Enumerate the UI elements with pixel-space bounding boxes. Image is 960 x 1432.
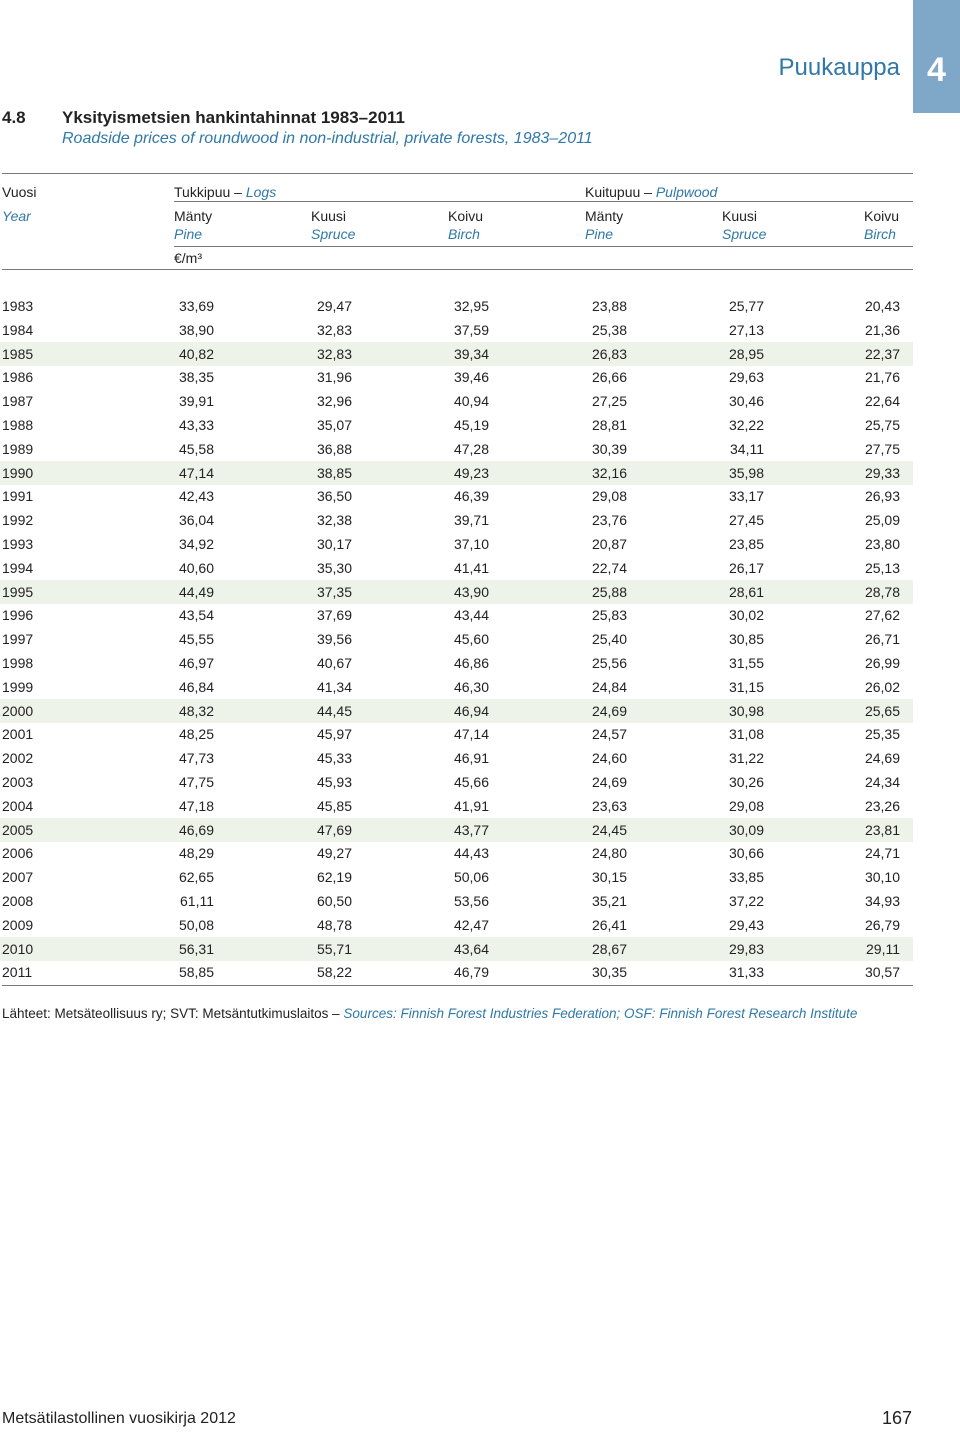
cell-value: 42,47	[453, 916, 489, 933]
cell-value: 30,57	[864, 964, 900, 981]
cell-value: 22,37	[864, 345, 900, 362]
cell-year: 1993	[2, 536, 34, 552]
table-row	[0, 318, 913, 342]
cell-value: 24,69	[591, 702, 627, 719]
cell-value: 47,73	[178, 750, 214, 767]
cell-year: 2008	[2, 893, 34, 909]
table-row	[0, 484, 913, 508]
cell-year: 1983	[2, 298, 34, 314]
cell-value: 31,96	[316, 369, 352, 386]
cell-value: 43,64	[453, 940, 489, 957]
cell-value: 26,79	[864, 916, 900, 933]
cell-year: 1998	[2, 655, 34, 671]
cell-value: 23,76	[591, 512, 627, 529]
cell-value: 31,55	[728, 655, 764, 671]
chapter-number-box	[913, 0, 960, 113]
cell-value: 39,56	[316, 631, 352, 648]
cell-value: 29,08	[728, 797, 764, 814]
cell-value: 61,11	[180, 893, 214, 909]
cell-value: 34,93	[864, 893, 900, 909]
cell-year: 2011	[2, 964, 33, 981]
header-pulp-birch-en: Birch	[864, 226, 896, 242]
table-row	[0, 556, 913, 580]
cell-value: 35,07	[316, 417, 352, 433]
cell-value: 26,02	[864, 678, 900, 695]
footer-publication: Metsätilastollinen vuosikirja 2012	[2, 1410, 236, 1427]
cell-value: 31,08	[728, 726, 764, 743]
cell-year: 1992	[2, 512, 34, 529]
cell-value: 48,29	[178, 845, 214, 862]
cell-value: 30,10	[864, 869, 900, 886]
cell-value: 23,26	[864, 797, 900, 814]
cell-year: 2004	[2, 797, 34, 814]
cell-value: 53,56	[453, 893, 489, 909]
cell-value: 24,57	[591, 726, 627, 743]
cell-value: 35,98	[728, 464, 764, 481]
cell-value: 35,21	[591, 893, 627, 909]
table-row	[0, 627, 913, 651]
cell-value: 38,35	[178, 369, 214, 386]
cell-value: 28,78	[864, 583, 900, 600]
cell-value: 46,91	[453, 750, 489, 767]
cell-value: 43,77	[453, 821, 489, 838]
header-pulp-fi: Kuitupuu –	[585, 184, 652, 200]
cell-value: 40,94	[453, 393, 489, 410]
cell-value: 27,45	[728, 512, 764, 529]
cell-value: 32,16	[591, 464, 627, 481]
table-number: 4.8	[2, 108, 26, 127]
cell-value: 44,45	[316, 702, 352, 719]
cell-value: 45,19	[453, 417, 489, 433]
cell-value: 29,11	[866, 940, 900, 957]
cell-value: 45,33	[316, 750, 352, 767]
cell-year: 2002	[2, 750, 34, 767]
table-title-fi: Yksityismetsien hankintahinnat 1983–2011	[62, 108, 406, 127]
cell-value: 60,50	[316, 893, 352, 909]
cell-value: 25,65	[864, 702, 900, 719]
cell-value: 45,58	[178, 440, 214, 457]
header-logs-pine-fi: Mänty	[174, 208, 213, 224]
cell-value: 62,19	[316, 869, 352, 886]
cell-year: 2009	[2, 916, 34, 933]
header-pulp-birch-fi: Koivu	[864, 208, 900, 224]
cell-value: 24,60	[591, 750, 627, 767]
table-row	[0, 603, 913, 627]
cell-year: 2005	[2, 821, 34, 838]
cell-year: 1984	[2, 321, 34, 338]
cell-year: 1990	[2, 464, 34, 481]
cell-value: 30,85	[728, 631, 764, 648]
cell-value: 25,38	[591, 321, 627, 338]
header-year-en: Year	[2, 208, 31, 224]
cell-value: 30,98	[728, 702, 764, 719]
cell-value: 23,80	[864, 536, 900, 552]
cell-value: 43,44	[453, 607, 489, 624]
cell-value: 30,15	[591, 869, 627, 886]
cell-value: 20,43	[864, 298, 900, 314]
cell-value: 37,59	[453, 321, 489, 338]
cell-value: 24,69	[591, 774, 627, 790]
cell-value: 46,39	[453, 488, 489, 505]
cell-value: 32,38	[316, 512, 352, 529]
cell-value: 26,93	[864, 488, 900, 505]
cell-value: 38,90	[178, 321, 214, 338]
cell-value: 27,75	[864, 440, 900, 457]
cell-value: 38,85	[316, 464, 352, 481]
cell-value: 41,91	[453, 797, 489, 814]
cell-value: 32,95	[453, 298, 489, 314]
cell-value: 41,34	[316, 678, 352, 695]
table-row	[0, 770, 913, 794]
table-row	[0, 913, 913, 937]
cell-value: 48,78	[316, 916, 352, 933]
cell-value: 45,66	[453, 774, 489, 790]
cell-value: 23,63	[591, 797, 627, 814]
cell-value: 31,22	[728, 750, 764, 767]
cell-year: 1988	[2, 417, 34, 433]
cell-value: 55,71	[316, 940, 352, 957]
cell-value: 20,87	[591, 536, 627, 552]
cell-year: 2001	[2, 726, 34, 743]
cell-value: 27,62	[864, 607, 900, 624]
cell-value: 40,60	[178, 559, 214, 576]
header-logs-fi: Tukkipuu –	[174, 184, 242, 200]
cell-value: 47,75	[178, 774, 214, 790]
table-row	[0, 722, 913, 746]
header-pulp-en: Pulpwood	[655, 184, 718, 200]
cell-year: 1996	[2, 607, 34, 624]
cell-value: 41,41	[453, 559, 489, 576]
cell-value: 25,35	[864, 726, 900, 743]
cell-value: 33,85	[728, 869, 764, 886]
cell-value: 36,88	[316, 440, 352, 457]
cell-year: 2007	[2, 869, 34, 886]
cell-value: 24,71	[864, 845, 900, 862]
cell-value: 43,33	[178, 417, 214, 433]
chapter-title: Puukauppa	[778, 54, 900, 81]
cell-value: 33,69	[178, 298, 214, 314]
header-logs-birch-en: Birch	[448, 226, 480, 242]
cell-value: 26,66	[591, 369, 627, 386]
cell-value: 43,54	[178, 607, 214, 624]
cell-value: 45,60	[453, 631, 489, 648]
cell-value: 37,35	[316, 583, 352, 600]
cell-value: 28,67	[591, 940, 627, 957]
cell-value: 40,67	[316, 655, 352, 671]
table-row	[0, 675, 913, 699]
cell-value: 46,30	[453, 678, 489, 695]
cell-value: 37,10	[453, 536, 489, 552]
table-row	[0, 699, 913, 723]
cell-year: 1994	[2, 559, 34, 576]
cell-value: 58,22	[316, 964, 352, 981]
cell-value: 32,22	[728, 417, 764, 433]
cell-value: 27,13	[728, 321, 764, 338]
cell-value: 36,04	[178, 512, 214, 529]
cell-value: 26,99	[864, 655, 900, 671]
page-number: 167	[881, 1408, 912, 1428]
table-row	[0, 865, 913, 889]
cell-value: 25,83	[591, 607, 627, 624]
header-pulp-pine-fi: Mänty	[585, 208, 624, 224]
cell-value: 39,34	[453, 345, 489, 362]
cell-year: 2000	[2, 702, 34, 719]
cell-value: 30,35	[591, 964, 627, 981]
cell-value: 36,50	[316, 488, 352, 505]
cell-value: 28,95	[728, 345, 764, 362]
table-row	[0, 960, 913, 984]
cell-value: 45,55	[178, 631, 214, 648]
table-row	[0, 342, 913, 366]
cell-value: 25,13	[864, 559, 900, 576]
header-pulpwood	[585, 183, 717, 201]
cell-year: 1991	[2, 488, 34, 505]
cell-value: 21,76	[864, 369, 900, 386]
cell-value: 24,84	[591, 678, 627, 695]
cell-value: 23,88	[591, 298, 627, 314]
table-row	[0, 580, 913, 604]
cell-value: 29,47	[316, 298, 352, 314]
table-top-rule	[2, 173, 913, 174]
header-logs-spruce-fi: Kuusi	[311, 208, 347, 224]
cell-year: 1989	[2, 440, 34, 457]
cell-value: 28,81	[591, 417, 627, 433]
cell-value: 46,69	[178, 821, 214, 838]
cell-value: 47,18	[178, 797, 214, 814]
table-row	[0, 294, 913, 318]
cell-value: 25,56	[591, 655, 627, 671]
cell-value: 45,93	[316, 774, 352, 790]
cell-value: 56,31	[178, 940, 214, 957]
cell-value: 30,66	[728, 845, 764, 862]
table-bottom-rule	[2, 985, 913, 986]
table-row	[0, 508, 913, 532]
cell-value: 32,83	[316, 345, 352, 362]
cell-year: 1986	[2, 369, 34, 386]
table-row	[0, 841, 913, 865]
cell-value: 25,09	[864, 512, 900, 529]
cell-value: 47,69	[316, 821, 352, 838]
table-row	[0, 818, 913, 842]
cell-year: 1999	[2, 678, 34, 695]
header-logs-pine-en: Pine	[174, 226, 203, 242]
cell-value: 34,11	[730, 440, 764, 457]
cell-value: 50,08	[178, 916, 214, 933]
cell-value: 26,41	[591, 916, 627, 933]
cell-value: 27,25	[591, 393, 627, 410]
table-title-en: Roadside prices of roundwood in non-industrial, private forests, 1983–2011	[62, 130, 593, 147]
cell-value: 24,34	[864, 774, 900, 790]
chapter-number: 4	[927, 51, 946, 89]
header-pulp-spruce-en: Spruce	[722, 226, 767, 242]
header-unit: €/m³	[174, 250, 202, 266]
cell-year: 1985	[2, 345, 34, 362]
cell-value: 46,97	[178, 655, 214, 671]
cell-value: 39,91	[178, 393, 214, 410]
table-row	[0, 532, 913, 556]
table-row	[0, 389, 913, 413]
cell-value: 23,85	[728, 536, 764, 552]
table-row	[0, 437, 913, 461]
header-group-rule	[174, 201, 913, 202]
header-pulp-spruce-fi: Kuusi	[722, 208, 758, 224]
cell-value: 39,46	[453, 369, 489, 386]
cell-value: 49,23	[453, 464, 489, 481]
cell-value: 37,69	[316, 607, 352, 624]
header-unit-rule	[174, 246, 913, 247]
cell-value: 21,36	[864, 321, 900, 338]
cell-value: 25,88	[591, 583, 627, 600]
cell-value: 32,96	[316, 393, 352, 410]
cell-value: 47,14	[453, 726, 489, 743]
cell-value: 43,90	[453, 583, 489, 600]
cell-value: 49,27	[316, 845, 352, 862]
cell-value: 25,77	[728, 298, 764, 314]
cell-value: 30,09	[728, 821, 764, 838]
cell-value: 31,15	[728, 678, 764, 695]
cell-year: 1995	[2, 583, 34, 600]
cell-value: 29,33	[864, 464, 900, 481]
cell-value: 58,85	[178, 964, 214, 981]
cell-value: 29,43	[728, 916, 764, 933]
cell-year: 1987	[2, 393, 34, 410]
cell-value: 40,82	[178, 345, 214, 362]
cell-year: 2010	[2, 940, 34, 957]
table-row	[0, 937, 913, 961]
cell-value: 48,25	[178, 726, 214, 743]
cell-value: 30,26	[728, 774, 764, 790]
cell-year: 2003	[2, 774, 34, 790]
cell-value: 46,84	[178, 678, 214, 695]
cell-value: 26,83	[591, 345, 627, 362]
header-bottom-rule	[2, 269, 913, 270]
header-pulp-pine-en: Pine	[585, 226, 614, 242]
cell-value: 29,83	[728, 940, 764, 957]
cell-value: 28,61	[728, 583, 764, 600]
header-logs-en: Logs	[245, 184, 277, 200]
cell-value: 22,64	[864, 393, 900, 410]
cell-value: 26,71	[864, 631, 900, 648]
cell-value: 22,74	[591, 559, 627, 576]
cell-value: 32,83	[316, 321, 352, 338]
cell-value: 48,32	[178, 702, 214, 719]
table-row	[0, 746, 913, 770]
cell-value: 24,45	[591, 821, 627, 838]
header-year-fi: Vuosi	[2, 184, 37, 200]
cell-value: 44,49	[178, 583, 214, 600]
cell-value: 31,33	[728, 964, 764, 981]
cell-value: 37,22	[728, 893, 764, 909]
table-row	[0, 413, 913, 437]
table-row	[0, 889, 913, 913]
cell-value: 45,85	[316, 797, 352, 814]
sources-fi: Lähteet: Metsäteollisuus ry; SVT: Metsäntutkimuslaitos –	[2, 1006, 340, 1021]
cell-value: 46,94	[453, 702, 489, 719]
header-logs	[174, 183, 276, 201]
cell-value: 24,80	[591, 845, 627, 862]
cell-value: 35,30	[316, 559, 352, 576]
cell-value: 24,69	[864, 750, 900, 767]
header-logs-spruce-en: Spruce	[311, 226, 356, 242]
table-sources	[2, 1006, 857, 1021]
cell-value: 25,40	[591, 631, 627, 648]
sources-en: Sources: Finnish Forest Industries Federation; OSF: Finnish Forest Research Institute	[343, 1006, 858, 1021]
cell-value: 34,92	[178, 536, 214, 552]
table-row	[0, 651, 913, 675]
cell-value: 26,17	[728, 559, 764, 576]
cell-value: 44,43	[453, 845, 489, 862]
table-row	[0, 461, 913, 485]
cell-value: 62,65	[178, 869, 214, 886]
table-row	[0, 365, 913, 389]
cell-value: 33,17	[728, 488, 764, 505]
cell-value: 47,28	[453, 440, 489, 457]
cell-value: 42,43	[178, 488, 214, 505]
cell-value: 29,08	[591, 488, 627, 505]
cell-value: 25,75	[864, 417, 900, 433]
cell-year: 2006	[2, 845, 34, 862]
cell-value: 30,39	[591, 440, 627, 457]
cell-value: 29,63	[728, 369, 764, 386]
cell-value: 50,06	[453, 869, 489, 886]
cell-value: 30,17	[316, 536, 352, 552]
cell-value: 45,97	[316, 726, 352, 743]
cell-value: 46,86	[453, 655, 489, 671]
cell-value: 39,71	[453, 512, 489, 529]
header-logs-birch-fi: Koivu	[448, 208, 484, 224]
cell-value: 46,79	[453, 964, 489, 981]
table-row	[0, 794, 913, 818]
cell-value: 47,14	[178, 464, 214, 481]
cell-value: 30,02	[728, 607, 764, 624]
cell-value: 23,81	[864, 821, 900, 838]
cell-year: 1997	[2, 631, 34, 648]
cell-value: 30,46	[728, 393, 764, 410]
